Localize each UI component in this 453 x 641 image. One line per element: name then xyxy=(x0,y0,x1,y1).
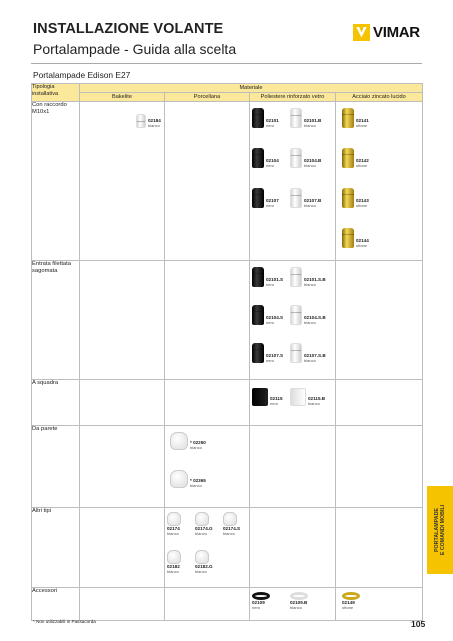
page-title: INSTALLAZIONE VOLANTE xyxy=(33,21,224,37)
product-02101: 02101 nero xyxy=(252,108,279,128)
lampholder-icon xyxy=(290,188,302,208)
product-table xyxy=(31,83,423,621)
product-02143: 02143 ottone xyxy=(342,188,369,208)
product-02250: * 02250 bianco xyxy=(170,432,206,450)
footnote: * Non utilizzabili in Passacorda xyxy=(33,619,96,624)
lampholder-icon xyxy=(252,267,264,287)
angled-lampholder-icon xyxy=(252,388,268,406)
ring-icon xyxy=(252,592,270,600)
product-02104sb: 02104.S.B bianco xyxy=(290,305,326,325)
table-row xyxy=(32,261,423,380)
row-label: Da parete xyxy=(32,426,80,508)
row-label: Accessori xyxy=(32,588,80,621)
page-subtitle: Portalampade - Guida alla scelta xyxy=(33,41,237,57)
wall-lampholder-icon xyxy=(170,432,188,450)
product-02115: 02115 nero xyxy=(252,388,283,406)
product-02149: 02149 ottone xyxy=(342,592,360,610)
lampholder-icon xyxy=(342,148,354,168)
angled-lampholder-icon xyxy=(290,388,306,406)
product-02182: 02182 bianco xyxy=(167,550,181,574)
row-label: Con raccordo M10x1 xyxy=(32,102,80,261)
brand-name: VIMAR xyxy=(373,23,420,41)
col-materiale: Materiale xyxy=(80,84,423,93)
product-02107s: 02107.S nero xyxy=(252,343,283,363)
brand-logo xyxy=(353,21,420,43)
product-02174g: 02174.G bianco xyxy=(195,512,213,536)
lampholder-icon xyxy=(290,148,302,168)
product-02107b: 02107.B bianco xyxy=(290,188,321,208)
col-porcellana: Porcellana xyxy=(165,93,250,102)
porcelain-lampholder-icon xyxy=(195,550,209,564)
lampholder-icon xyxy=(342,188,354,208)
product-02182g: 02182.G bianco xyxy=(195,550,213,574)
porcelain-lampholder-icon xyxy=(167,512,181,526)
product-02101b: 02101.B bianco xyxy=(290,108,321,128)
row-label: Entrata filettata sagomata xyxy=(32,261,80,380)
lampholder-icon xyxy=(342,228,354,248)
product-02144: 02144 ottone xyxy=(342,228,369,248)
product-02109: 02109 nero xyxy=(252,592,270,610)
product-02184: 02184 bianco xyxy=(136,114,161,128)
product-02141: 02141 ottone xyxy=(342,108,369,128)
product-02104b: 02104.B bianco xyxy=(290,148,321,168)
porcelain-lampholder-icon xyxy=(167,550,181,564)
table-row xyxy=(32,426,423,508)
product-02107: 02107 nero xyxy=(252,188,279,208)
lampholder-icon xyxy=(342,108,354,128)
row-label: A squadra xyxy=(32,380,80,426)
lampholder-icon xyxy=(290,343,302,363)
vimar-logo-icon xyxy=(353,24,370,41)
product-02107sb: 02107.S.B bianco xyxy=(290,343,326,363)
col-bakelite: Bakelite xyxy=(80,93,165,102)
product-02104s: 02104.S nero xyxy=(252,305,283,325)
lampholder-icon xyxy=(290,305,302,325)
lampholder-icon xyxy=(252,148,264,168)
product-02101sb: 02101.S.B bianco xyxy=(290,267,326,287)
product-02104: 02104 nero xyxy=(252,148,279,168)
lampholder-icon xyxy=(290,267,302,287)
product-02174: 02174 bianco xyxy=(167,512,181,536)
table-row xyxy=(32,102,423,261)
lampholder-icon xyxy=(136,114,146,128)
col-poliestere: Poliestere rinforzato vetro xyxy=(250,93,336,102)
lampholder-icon xyxy=(290,108,302,128)
side-tab-line2: E COMANDI MOBILI xyxy=(440,504,446,556)
section-title: Portalampade Edison E27 xyxy=(33,70,131,80)
divider xyxy=(31,63,422,64)
page-number: 105 xyxy=(411,619,426,629)
porcelain-lampholder-icon xyxy=(223,512,237,526)
product-02365: * 02365 bianco xyxy=(170,470,206,488)
wall-lampholder-icon xyxy=(170,470,188,488)
lampholder-icon xyxy=(252,343,264,363)
side-tab-line1: PORTALAMPADE xyxy=(434,508,440,552)
product-02142: 02142 ottone xyxy=(342,148,369,168)
table-row xyxy=(32,380,423,426)
table-row xyxy=(32,588,423,621)
lampholder-icon xyxy=(252,108,264,128)
product-02174s: 02174.S bianco xyxy=(223,512,240,536)
col-acciaio: Acciaio zincato lucido xyxy=(336,93,423,102)
side-tab xyxy=(427,486,453,574)
table-row xyxy=(32,508,423,588)
porcelain-lampholder-icon xyxy=(195,512,209,526)
product-02109b: 02109.B bianco xyxy=(290,592,308,610)
ring-icon xyxy=(290,592,308,600)
col-tipologia: Tipologia installativa xyxy=(32,84,80,102)
lampholder-icon xyxy=(252,188,264,208)
lampholder-icon xyxy=(252,305,264,325)
product-02115b: 02115.B bianco xyxy=(290,388,325,406)
ring-icon xyxy=(342,592,360,600)
product-02101s: 02101.S nero xyxy=(252,267,283,287)
row-label: Altri tipi xyxy=(32,508,80,588)
